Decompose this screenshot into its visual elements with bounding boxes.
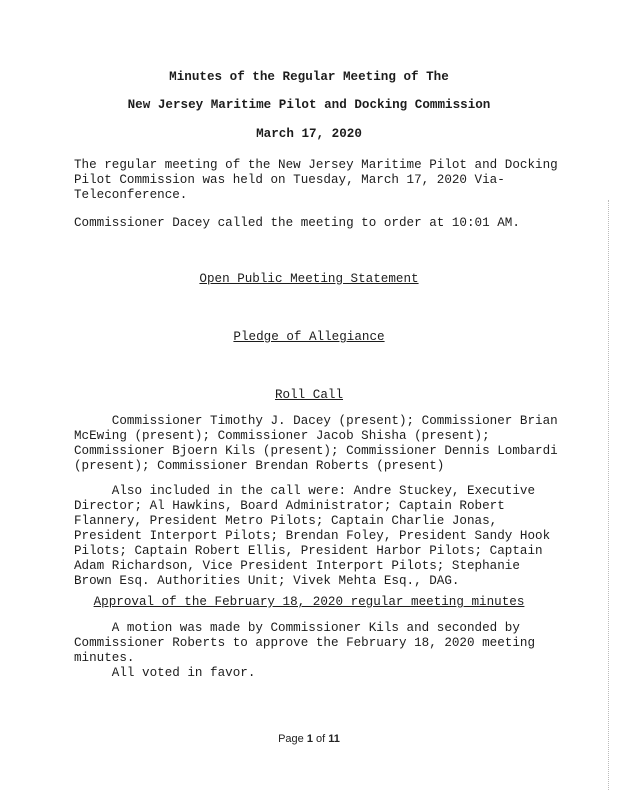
roll-call-line: (present); Commissioner Brendan Roberts (present) — [74, 459, 445, 473]
attendees-line: Also included in the call were: Andre Stuckey, Executive — [74, 484, 536, 498]
meeting-date: March 17, 2020 — [256, 127, 362, 141]
intro-paragraph — [74, 158, 558, 203]
footer-prefix: Page — [278, 733, 307, 745]
attendees-paragraph — [74, 484, 551, 589]
section-open-public-meeting: Open Public Meeting Statement — [199, 272, 419, 286]
intro-line: The regular meeting of the New Jersey Maritime Pilot and Docking — [74, 158, 558, 172]
section-roll-call: Roll Call — [274, 388, 344, 402]
intro-line: Teleconference. — [74, 188, 188, 202]
attendees-line: Flannery, President Metro Pilots; Captain Charlie Jonas, — [74, 514, 498, 528]
footer-of: of — [312, 733, 329, 745]
scan-edge-artifact — [608, 200, 610, 790]
roll-call-line: McEwing (present); Commissioner Jacob Shisha (present); — [74, 429, 490, 443]
attendees-line: Adam Richardson, Vice President Interport Pilots; Stephanie — [74, 559, 520, 573]
roll-call-line: Commissioner Bjoern Kils (present); Commissioner Dennis Lombardi — [74, 444, 558, 458]
roll-call-paragraph — [74, 414, 558, 474]
motion-line: Commissioner Roberts to approve the February 18, 2020 meeting — [74, 636, 536, 650]
section-approval-minutes: Approval of the February 18, 2020 regular meeting minutes — [93, 595, 525, 609]
attendees-line: Brown Esq. Authorities Unit; Vivek Mehta Esq., DAG. — [74, 574, 460, 588]
footer-page-number: 1 — [306, 733, 313, 745]
page-footer — [0, 732, 618, 747]
motion-line: minutes. — [74, 651, 135, 665]
title-line-1: Minutes of the Regular Meeting of The — [169, 70, 449, 84]
attendees-line: Director; Al Hawkins, Board Administrator; Captain Robert — [74, 499, 505, 513]
vote-result: All voted in favor. — [74, 666, 256, 680]
motion-paragraph — [74, 621, 544, 681]
section-pledge: Pledge of Allegiance — [233, 330, 385, 344]
footer-page-total: 11 — [328, 733, 340, 745]
attendees-line: Pilots; Captain Robert Ellis, President Harbor Pilots; Captain — [74, 544, 543, 558]
call-to-order: Commissioner Dacey called the meeting to order at 10:01 AM. — [74, 216, 520, 230]
intro-line: Pilot Commission was held on Tuesday, March 17, 2020 Via- — [74, 173, 505, 187]
motion-line: A motion was made by Commissioner Kils and seconded by — [74, 621, 520, 635]
title-line-2: New Jersey Maritime Pilot and Docking Commission — [127, 98, 491, 112]
attendees-line: President Interport Pilots; Brendan Foley, President Sandy Hook — [74, 529, 551, 543]
roll-call-line: Commissioner Timothy J. Dacey (present); Commissioner Brian — [74, 414, 558, 428]
